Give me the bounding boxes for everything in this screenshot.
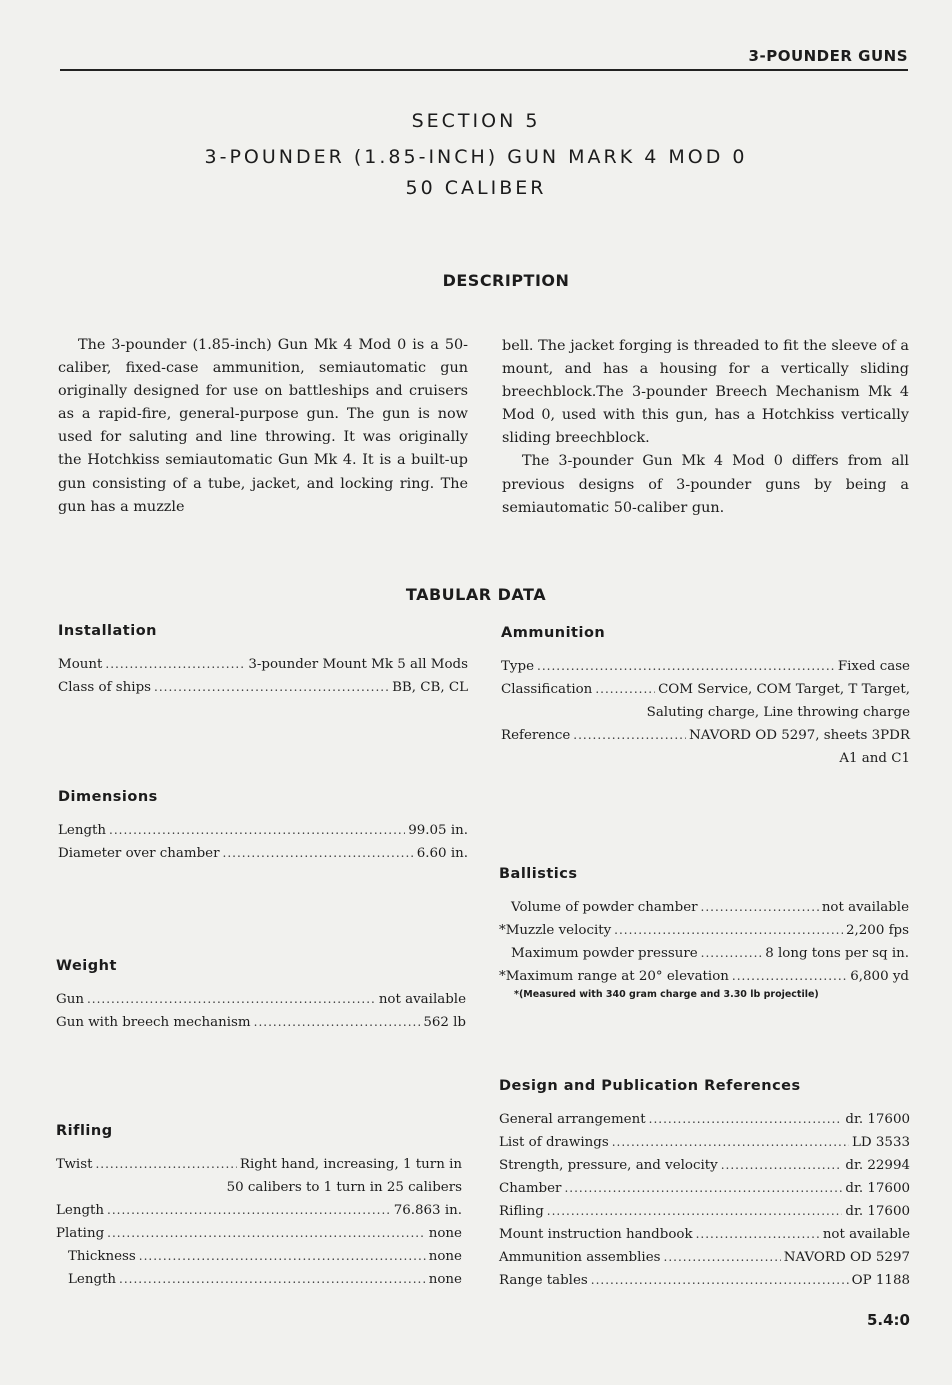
data-row-continuation: A1 and C1: [839, 751, 910, 766]
data-row: Mount instruction handbook ..... not available: [499, 1223, 910, 1246]
references-group: [499, 1078, 910, 1292]
ammunition-heading: Ammunition: [501, 625, 606, 641]
data-row: Type ..... Fixed case: [501, 655, 910, 678]
data-row: List of drawings ..... LD 3533: [499, 1131, 910, 1154]
data-row: Plating ..... none: [56, 1222, 462, 1245]
tabular-data-heading: TABULAR DATA: [405, 585, 547, 604]
description-paragraph: The 3-pounder Gun Mk 4 Mod 0 differs from all previous designs of 3-pounder guns by being a semiautomatic 50-caliber gun.: [502, 453, 909, 516]
data-row: Gun ..... not available: [56, 988, 466, 1011]
description-paragraph: The 3-pounder (1.85-inch) Gun Mk 4 Mod 0 is a 50-caliber, fixed-case ammunition, semiautomatic gun originally designed for use on battleships and cruisers as a rapid-fire, general-purpose gun. The gun is now used for saluting and line throwing. It was originally the Hotchkiss semiautomatic Gun Mk 4. It is a built-up gun consisting of a tube, jacket, and locking ring. The gun has a muzzle: [58, 337, 468, 515]
data-row-continuation: 50 calibers to 1 turn in 25 calibers: [226, 1180, 462, 1195]
description-right-column: [502, 335, 909, 520]
data-row: Length ..... none: [56, 1268, 462, 1291]
data-row: Mount ..... 3-pounder Mount Mk 5 all Mods: [58, 653, 468, 676]
data-row: Class of ships ..... BB, CB, CL: [58, 676, 468, 699]
data-row: *Maximum range at 20° elevation ..... 6,800 yd: [499, 965, 909, 988]
data-row: Thickness ..... none: [56, 1245, 462, 1268]
data-row: Rifling ..... dr. 17600: [499, 1200, 910, 1223]
data-row: Volume of powder chamber ..... not available: [499, 896, 909, 919]
installation-group: [58, 623, 468, 699]
description-left-column: [58, 334, 468, 519]
data-row: Chamber ..... dr. 17600: [499, 1177, 910, 1200]
description-heading: DESCRIPTION: [442, 271, 570, 290]
data-row: Reference ..... NAVORD OD 5297, sheets 3PDR: [501, 724, 910, 747]
running-head: 3-POUNDER GUNS: [748, 47, 908, 65]
ballistics-heading: Ballistics: [499, 866, 578, 882]
dimensions-group: [58, 789, 468, 865]
data-row: Range tables ..... OP 1188: [499, 1269, 910, 1292]
section-subtitle: 50 CALIBER: [405, 177, 547, 199]
page-number: 5.4:0: [866, 1311, 910, 1329]
installation-heading: Installation: [58, 623, 157, 639]
data-row: *Muzzle velocity ..... 2,200 fps: [499, 919, 909, 942]
ballistics-group: [499, 866, 909, 1002]
weight-heading: Weight: [56, 958, 117, 974]
ballistics-footnote: *(Measured with 340 gram charge and 3.30 lb projectile): [514, 989, 819, 1000]
weight-group: [56, 958, 466, 1034]
data-row: Length ..... 99.05 in.: [58, 819, 468, 842]
data-row: General arrangement ..... dr. 17600: [499, 1108, 910, 1131]
section-number: SECTION 5: [411, 110, 541, 132]
description-paragraph: bell. The jacket forging is threaded to fit the sleeve of a mount, and has a housing for a vertically sliding breechblock.The 3-pounder Breech Mechanism Mk 4 Mod 0, used with this gun, has a Hotchkiss vertically sliding breechblock.: [502, 338, 909, 447]
section-title: 3-POUNDER (1.85-INCH) GUN MARK 4 MOD 0: [204, 146, 748, 168]
data-row-continuation: Saluting charge, Line throwing charge: [646, 705, 910, 720]
data-row: Classification ..... COM Service, COM Target, T Target,: [501, 678, 910, 701]
rifling-group: [56, 1123, 462, 1291]
data-row: Length ..... 76.863 in.: [56, 1199, 462, 1222]
data-row: Maximum powder pressure ..... 8 long tons per sq in.: [499, 942, 909, 965]
data-row: Gun with breech mechanism ..... 562 lb: [56, 1011, 466, 1034]
data-row: Twist ..... Right hand, increasing, 1 turn in: [56, 1153, 462, 1176]
rifling-heading: Rifling: [56, 1123, 113, 1139]
data-row: Strength, pressure, and velocity ..... dr. 22994: [499, 1154, 910, 1177]
data-row: Diameter over chamber ..... 6.60 in.: [58, 842, 468, 865]
ammunition-group: [501, 625, 910, 770]
data-row: Ammunition assemblies ..... NAVORD OD 5297: [499, 1246, 910, 1269]
header-rule: [60, 69, 908, 71]
references-heading: Design and Publication References: [499, 1078, 801, 1094]
dimensions-heading: Dimensions: [58, 789, 158, 805]
